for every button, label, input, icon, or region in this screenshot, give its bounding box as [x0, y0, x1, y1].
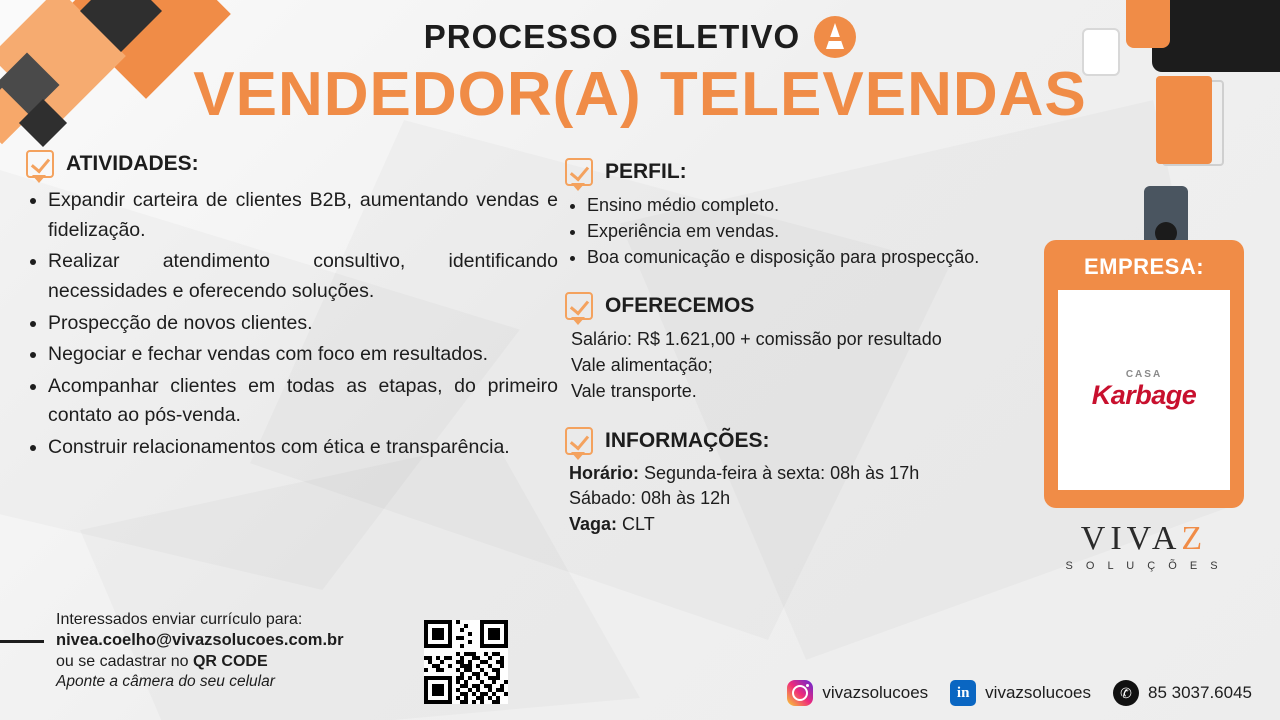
section-atividades	[26, 150, 558, 465]
atividades-list	[48, 186, 558, 463]
info-line	[565, 486, 980, 512]
section-oferecemos	[565, 292, 980, 404]
check-icon	[565, 427, 593, 455]
footer-rule	[0, 640, 44, 643]
info-value: Segunda-feira à sexta: 08h às 17h	[639, 462, 920, 483]
contact-linkedin[interactable]	[950, 680, 1091, 706]
perfil-list	[587, 192, 980, 270]
check-icon	[565, 158, 593, 186]
list-item: • Boa comunicação e disposição para prospecção.	[587, 244, 980, 270]
qr-code[interactable]	[424, 620, 508, 704]
section-title: PERFIL:	[605, 160, 687, 183]
section-title: INFORMAÇÕES:	[605, 428, 770, 452]
contact-label: 85 3037.6045	[1148, 683, 1252, 702]
brand-top-text: CASA	[1125, 369, 1163, 380]
section-perfil	[565, 158, 980, 270]
contact-label: vivazsolucoes	[822, 683, 929, 702]
kicker-row	[0, 0, 1280, 58]
brand-name-text: Karbage	[1091, 380, 1197, 410]
linkedin-icon: in	[950, 680, 976, 706]
footer-intro: Interessados enviar currículo para:	[56, 611, 303, 628]
oferecemos-line: Vale alimentação;	[571, 355, 713, 376]
middle-column	[565, 158, 980, 537]
poster-header	[0, 0, 1280, 127]
list-item: • Realizar atendimento consultivo, identificando necessidades e oferecendo soluções.	[48, 247, 558, 306]
vivaz-tagline: S O L U Ç Õ E S	[1065, 560, 1223, 572]
section-title: OFERECEMOS	[605, 294, 755, 318]
badge-title: EMPRESA:	[1083, 254, 1205, 279]
vivaz-flame-icon	[814, 16, 856, 58]
vivaz-wordmark	[1046, 520, 1242, 558]
oferecemos-line: Salário: R$ 1.621,00 + comissão por resultado	[571, 329, 942, 350]
footer-qr-hint: Aponte a câmera do seu celular	[56, 673, 275, 691]
section-header	[26, 150, 558, 178]
vivaz-logo	[1046, 520, 1242, 572]
vivaz-name-part2: Z	[1181, 520, 1208, 557]
list-item: • Expandir carteira de clientes B2B, aumentando vendas e fidelização.	[48, 186, 558, 245]
footer-qr-line	[56, 650, 416, 673]
page-title: VENDEDOR(A) TELEVENDAS	[193, 60, 1087, 129]
company-logo	[1058, 290, 1230, 490]
section-header	[565, 158, 980, 186]
section-header	[565, 427, 980, 455]
kicker-text: PROCESSO SELETIVO	[423, 18, 801, 55]
contact-phone[interactable]	[1113, 680, 1252, 706]
phone-icon: ✆	[1113, 680, 1139, 706]
vivaz-name-part1: VIVA	[1080, 520, 1182, 557]
info-line	[565, 512, 980, 538]
check-icon	[26, 150, 54, 178]
footer-email[interactable]: nivea.coelho@vivazsolucoes.com.br	[56, 631, 344, 650]
check-icon	[565, 292, 593, 320]
list-item: • Experiência em vendas.	[587, 218, 980, 244]
info-value: Sábado: 08h às 12h	[569, 488, 731, 509]
social-contacts	[787, 680, 1252, 706]
company-badge	[1044, 240, 1244, 508]
section-title: ATIVIDADES:	[66, 152, 199, 175]
list-item: • Acompanhar clientes em todas as etapas, do primeiro contato ao pós-venda.	[48, 372, 558, 431]
instagram-icon	[787, 680, 813, 706]
list-item: • Construir relacionamentos com ética e transparência.	[48, 433, 558, 463]
footer-contact-block	[56, 608, 416, 691]
info-line	[565, 461, 980, 487]
contact-instagram[interactable]	[787, 680, 928, 706]
contact-label: vivazsolucoes	[985, 683, 1091, 702]
info-label: Vaga:	[569, 513, 618, 534]
section-header	[565, 292, 980, 320]
footer-qr-prefix: ou se cadastrar no	[56, 653, 193, 671]
info-label: Horário:	[569, 462, 640, 483]
oferecemos-line: Vale transporte.	[571, 381, 697, 402]
list-item: • Negociar e fechar vendas com foco em resultados.	[48, 340, 558, 370]
section-informacoes	[565, 427, 980, 538]
list-item: • Prospecção de novos clientes.	[48, 309, 558, 339]
info-value: CLT	[617, 513, 655, 534]
footer-qr-strong: QR CODE	[192, 653, 268, 671]
list-item: • Ensino médio completo.	[587, 192, 980, 218]
